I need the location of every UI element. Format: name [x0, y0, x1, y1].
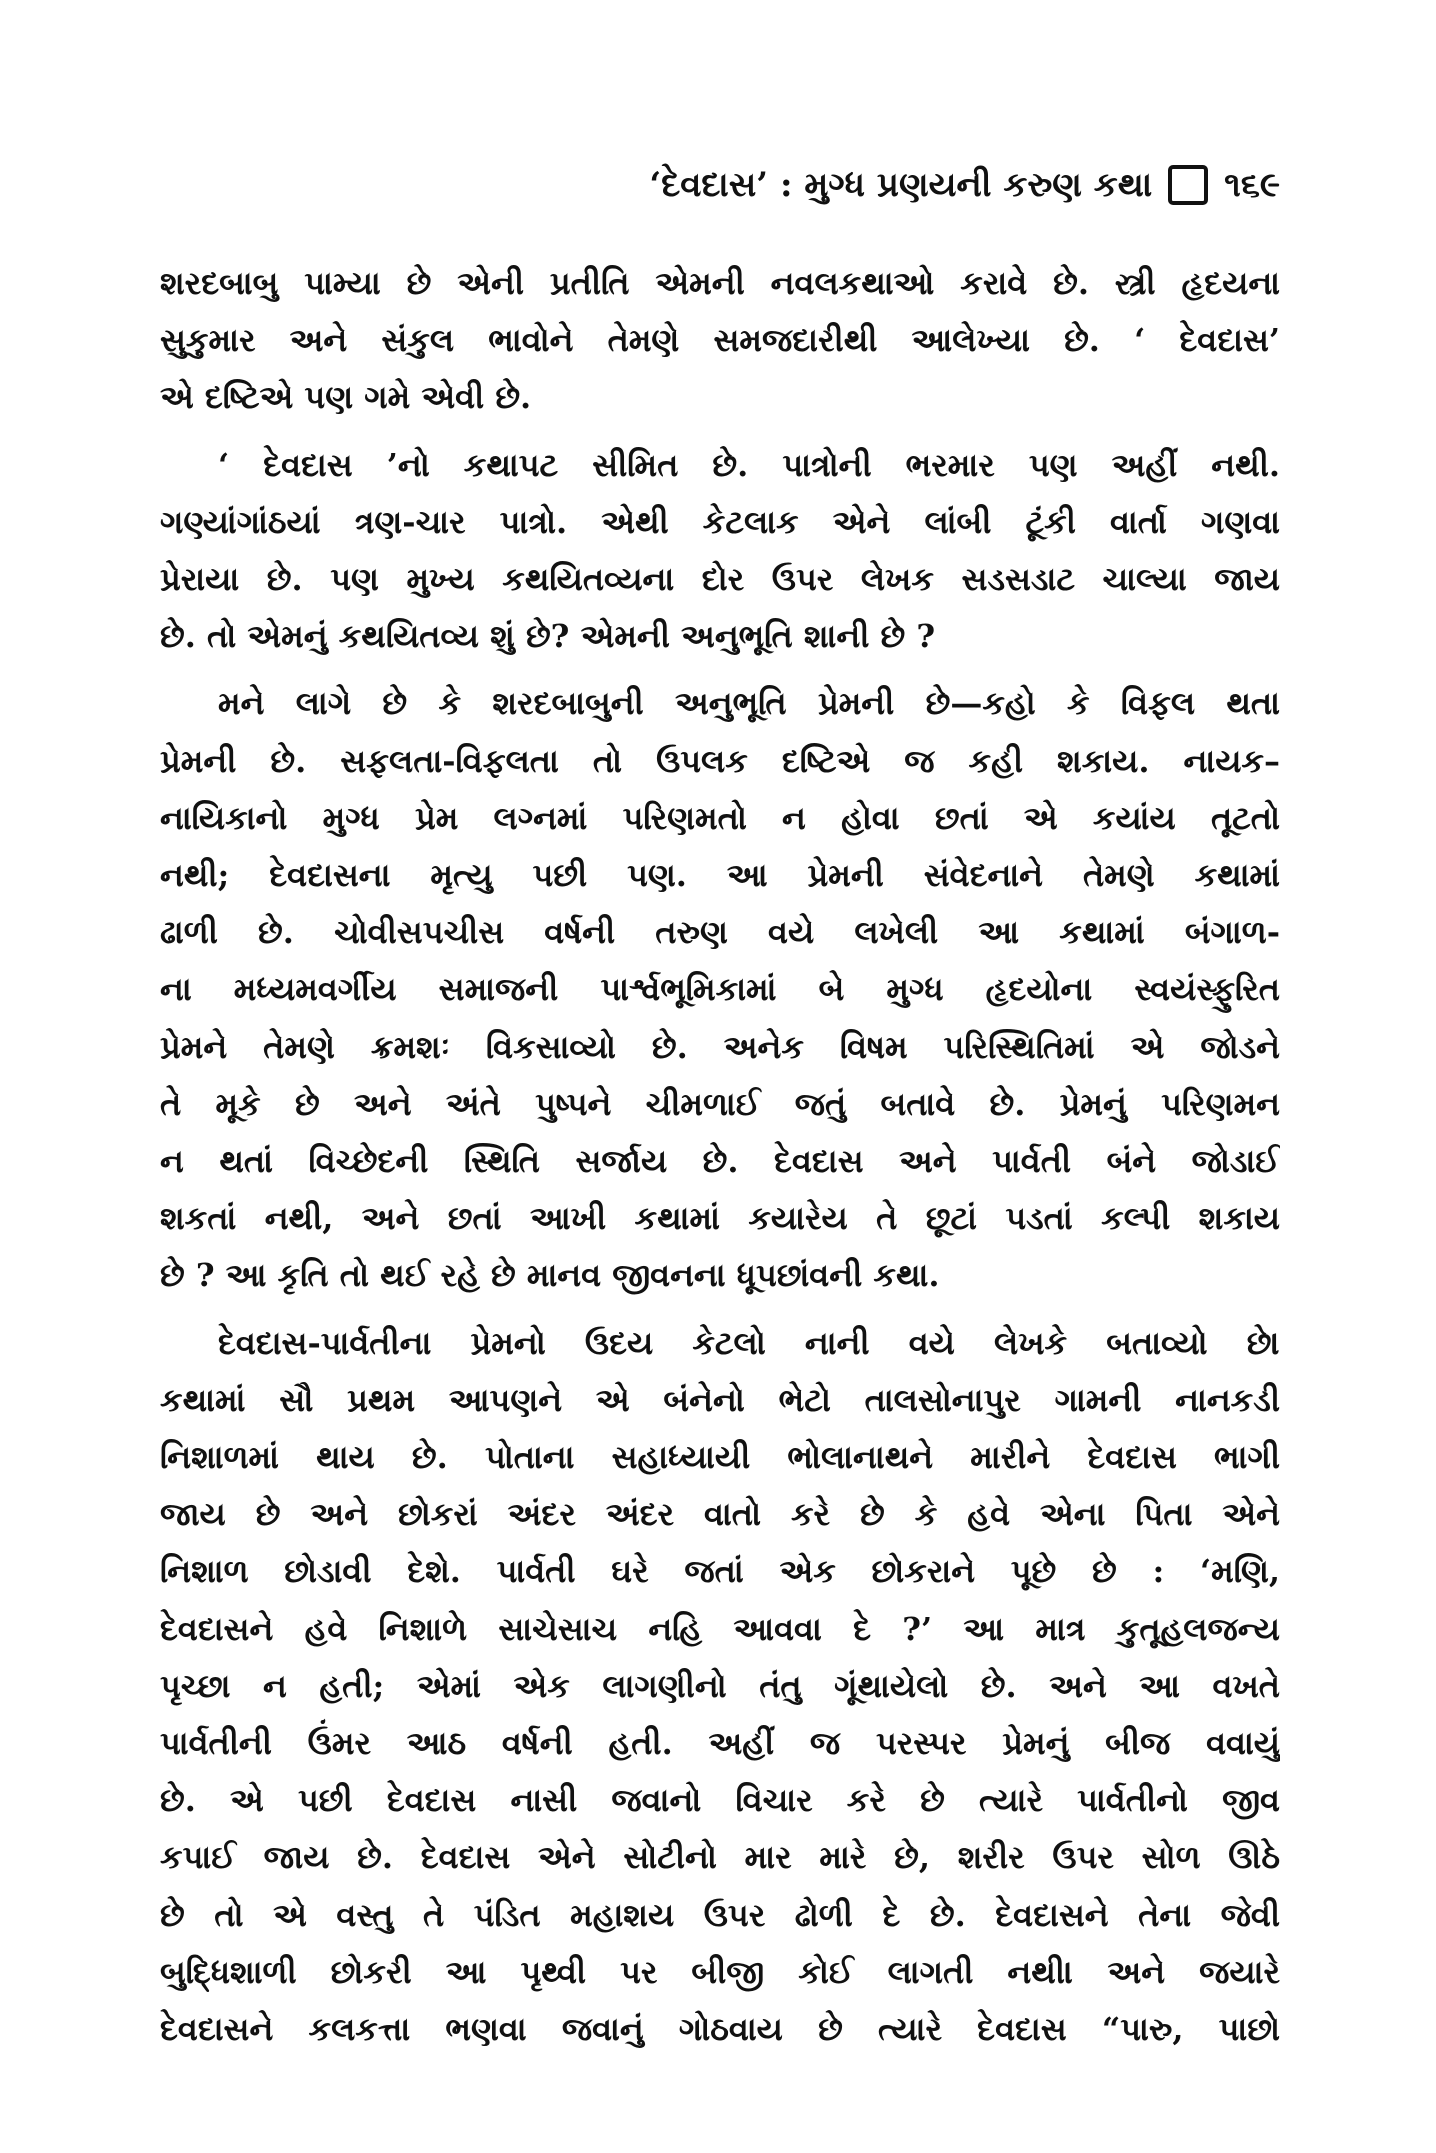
text-line: શરદબાબુ પામ્યા છે એની પ્રતીતિ એમની નવલકથાઓ કરાવે છે. સ્ત્રી હૃદયના — [160, 264, 1280, 302]
text-line: છે ? આ કૃતિ તો થઈ રહે છે માનવ જીવનના ધૂપછાંવની કથા. — [160, 1256, 940, 1295]
text-line: નથી; દેવદાસના મૃત્યુ પછી પણ. આ પ્રેમની સંવેદનાને તેમણે કથામાં — [160, 856, 1280, 895]
paragraph — [160, 437, 1280, 666]
text-line: કથામાં સૌ પ્રથમ આપણને એ બંનેનો ભેટો તાલસોનાપુર ગામની નાનકડી — [160, 1380, 1280, 1419]
text-line: સુકુમાર અને સંકુલ ભાવોને તેમણે સમજદારીથી આલેખ્યા છે. ‘ દેવદાસ’ — [160, 321, 1280, 360]
text-line: તે મૂકે છે અને અંતે પુષ્પને ચીમળાઈ જતું બતાવે છે. પ્રેમનું પરિણમન — [160, 1084, 1280, 1123]
running-header — [160, 155, 1280, 215]
text-line: ના મધ્યમવર્ગીય સમાજની પાર્શ્વભૂમિકામાં બે મુગ્ધ હૃદયોના સ્વયંસ્ફુરિત — [160, 970, 1280, 1009]
text-line: નિશાળમાં થાય છે. પોતાના સહાધ્યાયી ભોલાનાથને મારીને દેવદાસ ભાગી — [160, 1438, 1280, 1477]
text-line: છે. એ પછી દેવદાસ નાસી જવાનો વિચાર કરે છે ત્યારે પાર્વતીનો જીવ — [160, 1781, 1280, 1820]
text-line: પૃચ્છા ન હતી; એમાં એક લાગણીનો તંતુ ગૂંથાયેલો છે. અને આ વખતે — [160, 1666, 1280, 1705]
page-number: ૧૬૯ — [1224, 165, 1280, 205]
paragraph — [160, 675, 1280, 1304]
text-line: દેવદાસને હવે નિશાળે સાચેસાચ નહિ આવવા દે ?’ આ માત્ર કુતૂહલજન્ય — [160, 1609, 1280, 1648]
text-line: પ્રેમને તેમણે ક્રમશઃ વિકસાવ્યો છે. અનેક વિષમ પરિસ્થિતિમાં એ જોડને — [160, 1027, 1280, 1066]
text-line: મને લાગે છે કે શરદબાબુની અનુભૂતિ પ્રેમની છે—કહો કે વિફલ થતા — [218, 684, 1280, 723]
text-line: બુદ્ધિશાળી છોકરી આ પૃથ્વી પર બીજી કોઈ લાગતી નથી। અને જયારે — [160, 1952, 1280, 1991]
text-line: પ્રેરાયા છે. પણ મુખ્ય કથયિતવ્યના દોર ઉપર લેખક સડસડાટ ચાલ્યા જાય — [160, 560, 1280, 599]
text-line: પાર્વતીની ઉંમર આઠ વર્ષની હતી. અહીં જ પરસ્પર પ્રેમનું બીજ વવાયું — [160, 1724, 1280, 1763]
text-line: છે. તો એમનું કથયિતવ્ય શું છે? એમની અનુભૂતિ શાની છે ? — [160, 617, 936, 656]
text-line: છે તો એ વસ્તુ તે પંડિત મહાશય ઉપર ઢોળી દે છે. દેવદાસને તેના જેવી — [160, 1895, 1280, 1934]
paragraph — [160, 255, 1280, 427]
square-ornament-icon — [1168, 165, 1208, 205]
text-line: શકતાં નથી, અને છતાં આખી કથામાં કયારેય તે છૂટાં પડતાં કલ્પી શકાય — [160, 1199, 1280, 1238]
text-line: ઢાળી છે. ચોવીસપચીસ વર્ષની તરુણ વયે લખેલી આ કથામાં બંગાળ- — [160, 913, 1280, 952]
text-line: દેવદાસ-પાર્વતીના પ્રેમનો ઉદય કેટલો નાની વયે લેખકે બતાવ્યો છે। — [218, 1323, 1280, 1362]
text-line: કપાઈ જાય છે. દેવદાસ એને સોટીનો માર મારે છે, શરીર ઉપર સોળ ઊઠે — [160, 1838, 1280, 1877]
text-line: દેવદાસને કલકત્તા ભણવા જવાનું ગોઠવાય છે ત્યારે દેવદાસ “પારુ, પાછો — [160, 2010, 1280, 2049]
paragraph — [160, 1315, 1280, 2059]
text-line: નિશાળ છોડાવી દેશે. પાર્વતી ઘરે જતાં એક છોકરાને પૂછે છે : ‘મણિ, — [160, 1552, 1280, 1591]
body-text — [160, 255, 1280, 2068]
text-line: એ દષ્ટિએ પણ ગમે એવી છે. — [160, 378, 532, 417]
text-line: નાયિકાનો મુગ્ધ પ્રેમ લગ્નમાં પરિણમતો ન હોવા છતાં એ કયાંય તૂટતો — [160, 798, 1280, 837]
text-line: ગણ્યાંગાંઠયાં ત્રણ-ચાર પાત્રો. એથી કેટલાક એને લાંબી ટૂંકી વાર્તા ગણવા — [160, 502, 1280, 541]
text-line: પ્રેમની છે. સફલતા-વિફલતા તો ઉપલક દષ્ટિએ જ કહી શકાય. નાયક– — [160, 741, 1280, 780]
text-line: ‘ દેવદાસ ’નો કથાપટ સીમિત છે. પાત્રોની ભરમાર પણ અહીં નથી. — [218, 445, 1280, 484]
text-line: જાય છે અને છોકરાં અંદર અંદર વાતો કરે છે કે હવે એના પિતા એને — [160, 1495, 1280, 1534]
text-line: ન થતાં વિચ્છેદની સ્થિતિ સર્જાય છે. દેવદાસ અને પાર્વતી બંને જોડાઈ — [160, 1142, 1280, 1181]
running-title: ‘દેવદાસ’ : મુગ્ધ પ્રણયની કરુણ કથા — [649, 165, 1153, 205]
